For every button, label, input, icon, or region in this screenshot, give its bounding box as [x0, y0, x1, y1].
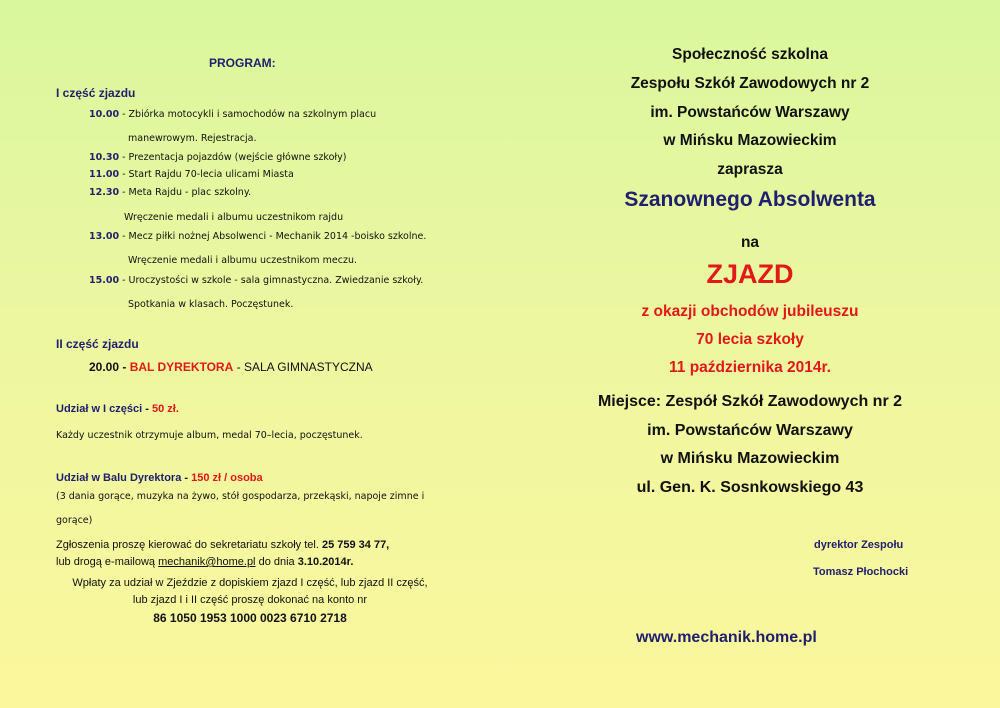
payment-line-1: Wpłaty za udział w Zjeździe z dopiskiem zjazd I część, lub zjazd II część, — [72, 577, 428, 589]
schedule-item — [128, 133, 257, 144]
venue-address: ul. Gen. K. Sosnkowskiego 43 — [636, 479, 864, 496]
fee2-sep: - — [181, 472, 192, 484]
signature-name: Tomasz Płochocki — [813, 566, 909, 578]
part2-time: 20.00 — [89, 360, 120, 374]
intro-line: w Mińsku Mazowieckim — [663, 132, 837, 149]
schedule-time: 12.30 — [89, 187, 120, 198]
schedule-item — [89, 275, 423, 286]
schedule-text: Wręczenie medali i albumu uczestnikom rajdu — [124, 212, 344, 223]
venue-line: Miejsce: Zespół Szkół Zawodowych nr 2 — [597, 393, 903, 410]
website-link[interactable]: www.mechanik.home.pl — [636, 629, 817, 646]
schedule-item — [128, 255, 357, 266]
contact-text: Zgłoszenia proszę kierować do sekretariatu szkoły tel. — [56, 539, 322, 551]
schedule-text: manewrowym. Rejestracja. — [128, 133, 257, 144]
part2-sep1: - — [119, 360, 130, 374]
contact-line-1 — [56, 539, 389, 551]
venue-line: w Mińsku Mazowieckim — [660, 450, 840, 467]
event-date: 11 października 2014r. — [669, 359, 831, 376]
schedule-time: 15.00 — [89, 275, 120, 286]
schedule-time: 11.00 — [89, 169, 120, 180]
schedule-item — [89, 109, 376, 120]
occasion-line: 70 lecia szkoły — [696, 331, 804, 348]
schedule-text: - Meta Rajdu - plac szkolny. — [119, 187, 252, 198]
na-text: na — [740, 234, 760, 251]
schedule-text: - Prezentacja pojazdów (wejście główne szkoły) — [119, 152, 347, 163]
fee1-description: Każdy uczestnik otrzymuje album, medal 70–lecia, poczęstunek. — [56, 430, 363, 441]
event-title: ZJAZD — [706, 259, 794, 289]
schedule-text: - Zbiórka motocykli i samochodów na szkolnym placu — [119, 109, 377, 120]
fee1-line — [56, 403, 179, 415]
fee1-label: Udział w I części — [56, 403, 143, 415]
part1-heading: I część zjazdu — [56, 86, 136, 100]
intro-line: Zespołu Szkół Zawodowych nr 2 — [630, 75, 870, 92]
contact-line-2 — [56, 556, 353, 568]
contact-deadline: 3.10.2014r. — [297, 556, 354, 568]
contact-email-link[interactable]: mechanik@home.pl — [158, 556, 256, 568]
fee1-price: 50 zł. — [151, 403, 179, 415]
schedule-text: - Uroczystości w szkole - sala gimnastyczna. Zwiedzanie szkoły. — [119, 275, 424, 286]
intro-line: Społeczność szkolna — [672, 46, 828, 63]
part2-line — [89, 360, 373, 374]
schedule-item — [89, 169, 294, 180]
part2-place: SALA GIMNASTYCZNA — [243, 360, 373, 374]
venue-line: im. Powstańców Warszawy — [647, 422, 853, 439]
schedule-time: 10.30 — [89, 152, 120, 163]
schedule-text: Spotkania w klasach. Poczęstunek. — [128, 299, 294, 310]
contact-phone: 25 759 34 77, — [321, 539, 390, 551]
intro-line: im. Powstańców Warszawy — [650, 104, 850, 121]
schedule-text: Wręczenie medali i albumu uczestnikom meczu. — [128, 255, 358, 266]
schedule-text: - Mecz piłki nożnej Absolwenci - Mechanik 2014 -boisko szkolne. — [119, 231, 427, 242]
recipient-heading: Szanownego Absolwenta — [624, 188, 876, 211]
fee2-description-cont: gorące) — [56, 515, 93, 526]
contact-email-prefix: lub drogą e-mailową — [56, 556, 159, 568]
fee2-line — [56, 472, 263, 484]
schedule-item — [89, 152, 346, 163]
schedule-item — [128, 299, 293, 310]
schedule-item — [89, 231, 426, 242]
part2-event: BAL DYREKTORA — [129, 360, 234, 374]
schedule-time: 10.00 — [89, 109, 120, 120]
signature-title: dyrektor Zespołu — [814, 539, 904, 551]
fee1-sep: - — [142, 403, 152, 415]
schedule-item — [89, 187, 251, 198]
schedule-item — [124, 212, 343, 223]
bank-account: 86 1050 1953 1000 0023 6710 2718 — [153, 611, 347, 625]
intro-line: zaprasza — [717, 161, 783, 178]
fee2-price: 150 zł / osoba — [191, 472, 263, 484]
occasion-line: z okazji obchodów jubileuszu — [641, 303, 859, 320]
schedule-time: 13.00 — [89, 231, 120, 242]
fee2-label: Udział w Balu Dyrektora — [56, 472, 182, 484]
part2-heading: II część zjazdu — [56, 337, 139, 351]
fee2-description: (3 dania gorące, muzyka na żywo, stół gospodarza, przekąski, napoje zimne i — [56, 491, 425, 502]
program-title: PROGRAM: — [209, 56, 276, 70]
contact-deadline-prefix: do dnia — [255, 556, 298, 568]
part2-sep2: - — [233, 360, 244, 374]
schedule-text: - Start Rajdu 70-lecia ulicami Miasta — [119, 169, 294, 180]
payment-line-2: lub zjazd I i II część proszę dokonać na konto nr — [132, 594, 368, 606]
